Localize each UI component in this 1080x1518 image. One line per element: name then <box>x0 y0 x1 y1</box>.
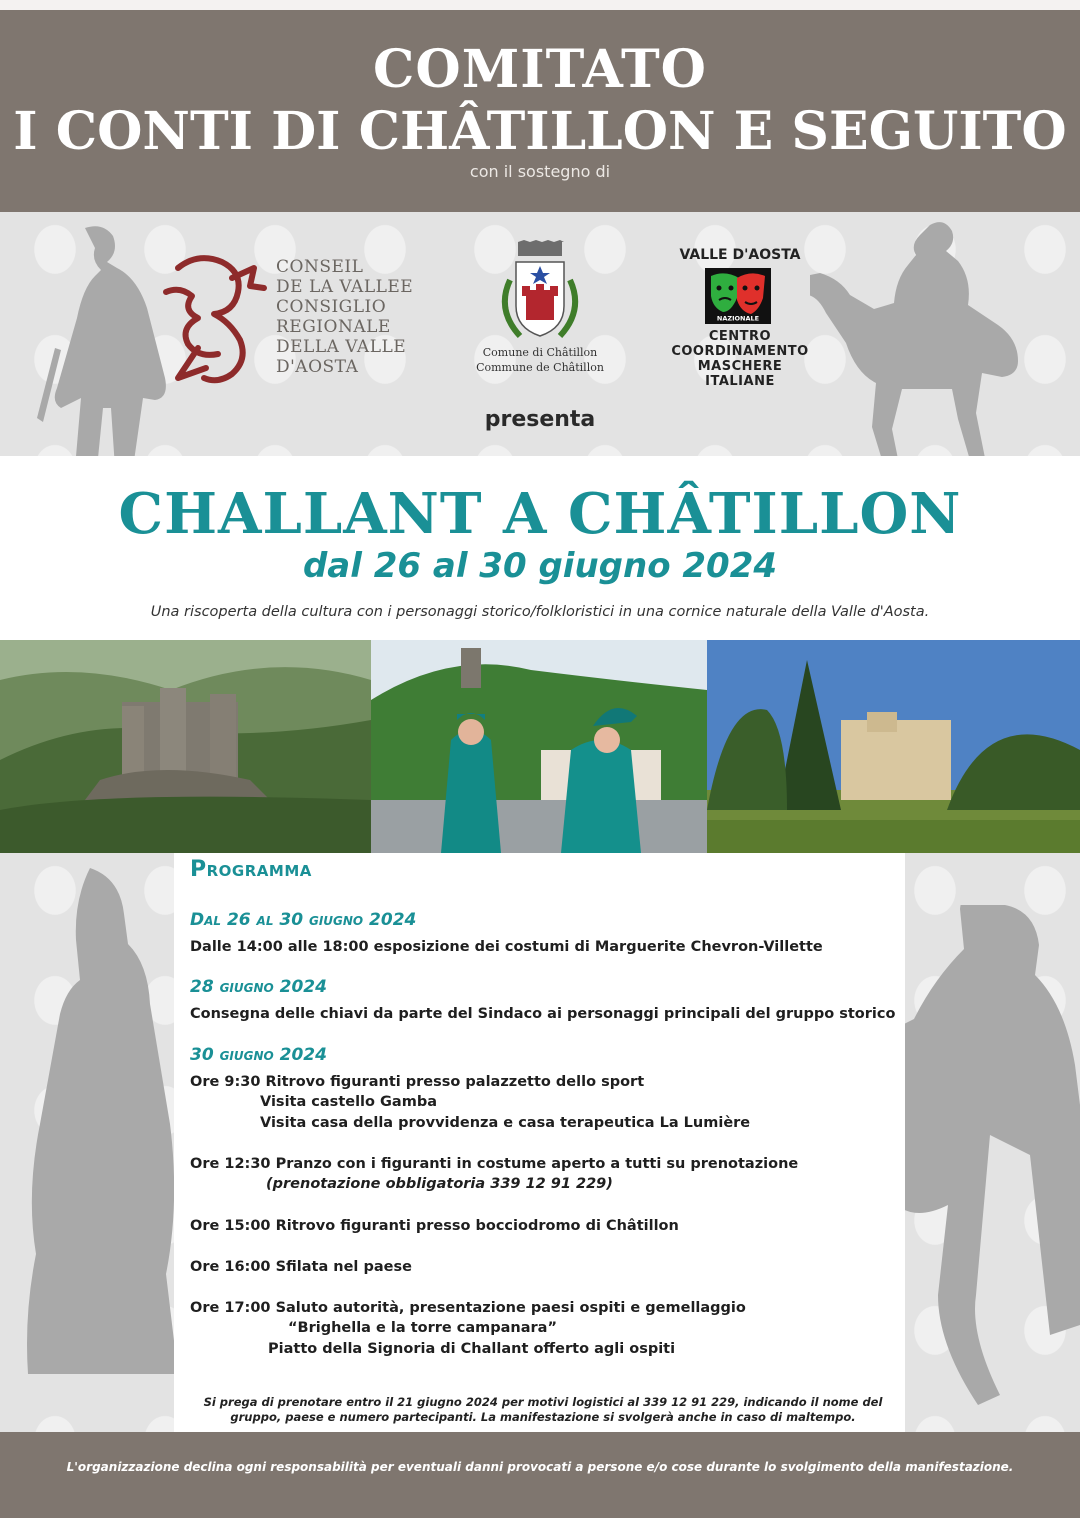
program-line: Consegna delle chiavi da parte del Sindaco ai personaggi principali del gruppo storico <box>190 1006 896 1022</box>
event-tagline: Una riscoperta della cultura con i personaggi storico/folkloristici in una cornice naturale della Valle d'Aosta. <box>150 604 930 620</box>
program-line: Ore 9:30 Ritrovo figuranti presso palazzetto dello sport <box>190 1074 645 1090</box>
rider-silhouette-icon <box>810 215 1040 480</box>
conseil-name: CONSEIL DE LA VALLEE CONSIGLIO REGIONALE DELLA VALLE D'AOSTA <box>276 257 414 377</box>
palace-photo <box>707 640 1080 853</box>
program-title: Programma <box>190 857 312 882</box>
vda-title: VALLE D'AOSTA <box>679 247 801 263</box>
support-caption: con il sostegno di <box>469 162 611 181</box>
footer-banner <box>0 1432 1080 1518</box>
mask-label: NAZIONALE <box>716 314 760 323</box>
event-dates: dal 26 al 30 giugno 2024 <box>302 546 778 586</box>
program-line: Ore 15:00 Ritrovo figuranti presso bocciodromo di Châtillon <box>190 1218 679 1234</box>
presenta-label: presenta <box>484 407 596 432</box>
program-line: Ore 17:00 Saluto autorità, presentazione paesi ospiti e gemellaggio <box>190 1300 746 1316</box>
section-heading: Dal 26 al 30 giugno 2024 <box>190 910 417 930</box>
knight-silhouette-icon <box>25 218 175 473</box>
header-banner <box>0 10 1080 212</box>
comune-name: Comune di Châtillon Commune de Châtillon <box>476 346 604 374</box>
event-title: CHALLANT A CHÂTILLON <box>118 481 962 547</box>
program-line: Ore 12:30 Pranzo con i figuranti in costume aperto a tutti su prenotazione <box>190 1156 799 1172</box>
section-heading: 30 giugno 2024 <box>190 1045 327 1065</box>
costume-couple-photo <box>371 640 707 853</box>
program-line: (prenotazione obbligatoria 339 12 91 229) <box>266 1176 613 1192</box>
program-line: Dalle 14:00 alle 18:00 esposizione dei costumi di Marguerite Chevron-Villette <box>190 939 823 955</box>
theatre-masks-logo-icon <box>705 268 771 324</box>
lady-silhouette-icon <box>20 868 195 1383</box>
section-heading: 28 giugno 2024 <box>190 977 327 997</box>
vda-centro-name: CENTRO COORDINAMENTO MASCHERE ITALIANE <box>671 329 809 389</box>
program-line: Visita castello Gamba <box>260 1094 437 1110</box>
committee-title-line2: I CONTI DI CHÂTILLON E SEGUITO <box>13 101 1067 162</box>
program-line: “Brighella e la torre campanara” <box>288 1320 558 1336</box>
booking-note: Si prega di prenotare entro il 21 giugno 2024 per motivi logistici al 339 12 91 229, indicando il nome del gruppo, paese e numero partecipanti. La manifestazione si svolgerà anche in caso di maltempo. <box>203 1395 883 1424</box>
top-strip <box>0 0 1080 10</box>
program-line: Ore 16:00 Sfilata nel paese <box>190 1259 412 1275</box>
comune-crest-icon <box>470 240 610 344</box>
committee-title-line1: COMITATO <box>373 39 707 100</box>
disclaimer-text: L'organizzazione declina ogni responsabilità per eventuali danni provocati a persone e/o cose durante lo svolgimento della manifestazione. <box>66 1460 1014 1474</box>
photo-strip <box>0 640 1080 853</box>
lion-rampant-logo-icon <box>158 248 270 388</box>
castle-photo <box>0 640 371 853</box>
program-line: Visita casa della provvidenza e casa terapeutica La Lumière <box>260 1115 751 1131</box>
program-line: Piatto della Signoria di Challant offerto agli ospiti <box>268 1341 676 1357</box>
